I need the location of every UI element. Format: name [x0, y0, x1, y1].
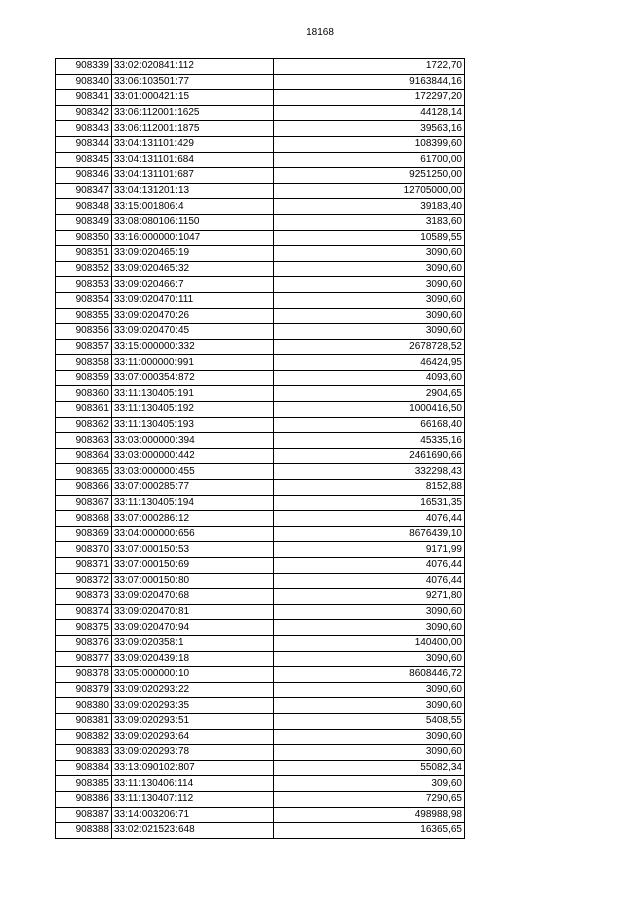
value-cell: 2461690,66: [274, 448, 465, 464]
value-cell: 8608446,72: [274, 667, 465, 683]
table-row: [56, 495, 465, 511]
page-number: 18168: [306, 27, 334, 38]
row-id-cell: 908368: [56, 511, 112, 527]
table-row: [56, 121, 465, 137]
table-row: [56, 402, 465, 418]
table-row: [56, 277, 465, 293]
row-id-cell: 908339: [56, 59, 112, 75]
value-cell: 66168,40: [274, 417, 465, 433]
value-cell: 3090,60: [274, 261, 465, 277]
cadastral-number-cell: 33:07:000150:80: [112, 573, 274, 589]
table-row: [56, 713, 465, 729]
cadastral-number-cell: 33:11:130405:193: [112, 417, 274, 433]
table-row: [56, 745, 465, 761]
table-row: [56, 604, 465, 620]
row-id-cell: 908379: [56, 682, 112, 698]
value-cell: 4093,60: [274, 370, 465, 386]
cadastral-number-cell: 33:09:020293:51: [112, 713, 274, 729]
cadastral-number-cell: 33:04:131201:13: [112, 183, 274, 199]
value-cell: 3090,60: [274, 308, 465, 324]
cadastral-number-cell: 33:13:090102:807: [112, 760, 274, 776]
cadastral-number-cell: 33:06:112001:1625: [112, 105, 274, 121]
row-id-cell: 908340: [56, 74, 112, 90]
row-id-cell: 908377: [56, 651, 112, 667]
table-row: [56, 791, 465, 807]
row-id-cell: 908386: [56, 791, 112, 807]
row-id-cell: 908364: [56, 448, 112, 464]
cadastral-number-cell: 33:04:131101:684: [112, 152, 274, 168]
value-cell: 498988,98: [274, 807, 465, 823]
cadastral-number-cell: 33:09:020293:35: [112, 698, 274, 714]
cadastral-number-cell: 33:11:000000:991: [112, 355, 274, 371]
row-id-cell: 908357: [56, 339, 112, 355]
table-row: [56, 651, 465, 667]
row-id-cell: 908383: [56, 745, 112, 761]
value-cell: 12705000,00: [274, 183, 465, 199]
row-id-cell: 908351: [56, 246, 112, 262]
value-cell: 16531,35: [274, 495, 465, 511]
table-row: [56, 59, 465, 75]
value-cell: 3090,60: [274, 698, 465, 714]
row-id-cell: 908355: [56, 308, 112, 324]
table-row: [56, 776, 465, 792]
value-cell: 108399,60: [274, 136, 465, 152]
records-table: [55, 58, 465, 839]
table-row: [56, 620, 465, 636]
value-cell: 7290,65: [274, 791, 465, 807]
row-id-cell: 908353: [56, 277, 112, 293]
table-row: [56, 729, 465, 745]
cadastral-number-cell: 33:09:020465:32: [112, 261, 274, 277]
cadastral-number-cell: 33:16:000000:1047: [112, 230, 274, 246]
row-id-cell: 908384: [56, 760, 112, 776]
table-row: [56, 355, 465, 371]
table-row: [56, 136, 465, 152]
table-row: [56, 448, 465, 464]
value-cell: 9163844,16: [274, 74, 465, 90]
value-cell: 45335,16: [274, 433, 465, 449]
value-cell: 3090,60: [274, 246, 465, 262]
cadastral-number-cell: 33:09:020470:45: [112, 324, 274, 340]
value-cell: 5408,55: [274, 713, 465, 729]
cadastral-number-cell: 33:07:000285:77: [112, 480, 274, 496]
value-cell: 39183,40: [274, 199, 465, 215]
cadastral-number-cell: 33:09:020470:94: [112, 620, 274, 636]
cadastral-number-cell: 33:15:001806:4: [112, 199, 274, 215]
value-cell: 9251250,00: [274, 168, 465, 184]
value-cell: 4076,44: [274, 511, 465, 527]
value-cell: 8152,88: [274, 480, 465, 496]
value-cell: 3090,60: [274, 620, 465, 636]
value-cell: 3090,60: [274, 651, 465, 667]
table-row: [56, 760, 465, 776]
table-row: [56, 807, 465, 823]
table-row: [56, 558, 465, 574]
row-id-cell: 908372: [56, 573, 112, 589]
cadastral-number-cell: 33:09:020465:19: [112, 246, 274, 262]
cadastral-number-cell: 33:11:130405:192: [112, 402, 274, 418]
table-row: [56, 573, 465, 589]
row-id-cell: 908371: [56, 558, 112, 574]
cadastral-number-cell: 33:01:000421:15: [112, 90, 274, 106]
value-cell: 309,60: [274, 776, 465, 792]
row-id-cell: 908344: [56, 136, 112, 152]
row-id-cell: 908370: [56, 542, 112, 558]
table-row: [56, 292, 465, 308]
table-row: [56, 199, 465, 215]
value-cell: 4076,44: [274, 558, 465, 574]
value-cell: 39563,16: [274, 121, 465, 137]
cadastral-number-cell: 33:05:000000:10: [112, 667, 274, 683]
row-id-cell: 908362: [56, 417, 112, 433]
cadastral-number-cell: 33:11:130405:194: [112, 495, 274, 511]
cadastral-number-cell: 33:07:000150:69: [112, 558, 274, 574]
table-row: [56, 246, 465, 262]
cadastral-number-cell: 33:06:112001:1875: [112, 121, 274, 137]
records-table-body: [56, 59, 465, 839]
row-id-cell: 908342: [56, 105, 112, 121]
cadastral-number-cell: 33:09:020439:18: [112, 651, 274, 667]
row-id-cell: 908341: [56, 90, 112, 106]
table-row: [56, 635, 465, 651]
row-id-cell: 908382: [56, 729, 112, 745]
table-row: [56, 417, 465, 433]
cadastral-number-cell: 33:09:020470:111: [112, 292, 274, 308]
cadastral-number-cell: 33:14:003206:71: [112, 807, 274, 823]
row-id-cell: 908359: [56, 370, 112, 386]
cadastral-number-cell: 33:11:130407:112: [112, 791, 274, 807]
row-id-cell: 908374: [56, 604, 112, 620]
table-row: [56, 370, 465, 386]
cadastral-number-cell: 33:02:020841:112: [112, 59, 274, 75]
cadastral-number-cell: 33:04:000000:656: [112, 526, 274, 542]
cadastral-number-cell: 33:09:020293:78: [112, 745, 274, 761]
cadastral-number-cell: 33:11:130405:191: [112, 386, 274, 402]
table-row: [56, 682, 465, 698]
row-id-cell: 908381: [56, 713, 112, 729]
row-id-cell: 908366: [56, 480, 112, 496]
value-cell: 3090,60: [274, 745, 465, 761]
table-row: [56, 823, 465, 839]
value-cell: 1000416,50: [274, 402, 465, 418]
row-id-cell: 908361: [56, 402, 112, 418]
cadastral-number-cell: 33:09:020470:68: [112, 589, 274, 605]
row-id-cell: 908346: [56, 168, 112, 184]
table-row: [56, 433, 465, 449]
cadastral-number-cell: 33:06:103501:77: [112, 74, 274, 90]
cadastral-number-cell: 33:11:130406:114: [112, 776, 274, 792]
value-cell: 3090,60: [274, 277, 465, 293]
value-cell: 172297,20: [274, 90, 465, 106]
table-row: [56, 152, 465, 168]
cadastral-number-cell: 33:04:131101:429: [112, 136, 274, 152]
cadastral-number-cell: 33:07:000150:53: [112, 542, 274, 558]
row-id-cell: 908363: [56, 433, 112, 449]
table-row: [56, 74, 465, 90]
table-row: [56, 214, 465, 230]
table-row: [56, 698, 465, 714]
cadastral-number-cell: 33:08:080106:1150: [112, 214, 274, 230]
row-id-cell: 908349: [56, 214, 112, 230]
table-row: [56, 105, 465, 121]
value-cell: 3090,60: [274, 682, 465, 698]
row-id-cell: 908348: [56, 199, 112, 215]
table-row: [56, 339, 465, 355]
table-row: [56, 324, 465, 340]
value-cell: 8676439,10: [274, 526, 465, 542]
cadastral-number-cell: 33:09:020293:64: [112, 729, 274, 745]
value-cell: 9271,80: [274, 589, 465, 605]
table-row: [56, 667, 465, 683]
value-cell: 61700,00: [274, 152, 465, 168]
table-row: [56, 542, 465, 558]
row-id-cell: 908375: [56, 620, 112, 636]
cadastral-number-cell: 33:03:000000:394: [112, 433, 274, 449]
row-id-cell: 908345: [56, 152, 112, 168]
row-id-cell: 908367: [56, 495, 112, 511]
value-cell: 16365,65: [274, 823, 465, 839]
cadastral-number-cell: 33:03:000000:442: [112, 448, 274, 464]
row-id-cell: 908347: [56, 183, 112, 199]
row-id-cell: 908385: [56, 776, 112, 792]
row-id-cell: 908365: [56, 464, 112, 480]
value-cell: 3090,60: [274, 292, 465, 308]
row-id-cell: 908350: [56, 230, 112, 246]
value-cell: 3090,60: [274, 324, 465, 340]
table-row: [56, 589, 465, 605]
table-row: [56, 511, 465, 527]
value-cell: 46424,95: [274, 355, 465, 371]
cadastral-number-cell: 33:15:000000:332: [112, 339, 274, 355]
value-cell: 9171,99: [274, 542, 465, 558]
cadastral-number-cell: 33:07:000354:872: [112, 370, 274, 386]
table-row: [56, 480, 465, 496]
cadastral-number-cell: 33:07:000286:12: [112, 511, 274, 527]
value-cell: 3183,60: [274, 214, 465, 230]
cadastral-number-cell: 33:09:020466:7: [112, 277, 274, 293]
row-id-cell: 908387: [56, 807, 112, 823]
table-row: [56, 526, 465, 542]
row-id-cell: 908358: [56, 355, 112, 371]
value-cell: 2678728,52: [274, 339, 465, 355]
cadastral-number-cell: 33:09:020470:81: [112, 604, 274, 620]
row-id-cell: 908352: [56, 261, 112, 277]
value-cell: 10589,55: [274, 230, 465, 246]
row-id-cell: 908388: [56, 823, 112, 839]
table-row: [56, 230, 465, 246]
cadastral-number-cell: 33:09:020358:1: [112, 635, 274, 651]
row-id-cell: 908354: [56, 292, 112, 308]
cadastral-number-cell: 33:02:021523:648: [112, 823, 274, 839]
value-cell: 332298,43: [274, 464, 465, 480]
table-row: [56, 261, 465, 277]
row-id-cell: 908376: [56, 635, 112, 651]
value-cell: 1722,70: [274, 59, 465, 75]
value-cell: 2904,65: [274, 386, 465, 402]
cadastral-number-cell: 33:04:131101:687: [112, 168, 274, 184]
row-id-cell: 908378: [56, 667, 112, 683]
cadastral-number-cell: 33:09:020293:22: [112, 682, 274, 698]
row-id-cell: 908373: [56, 589, 112, 605]
value-cell: 44128,14: [274, 105, 465, 121]
row-id-cell: 908356: [56, 324, 112, 340]
row-id-cell: 908360: [56, 386, 112, 402]
table-row: [56, 183, 465, 199]
value-cell: 55082,34: [274, 760, 465, 776]
value-cell: 3090,60: [274, 729, 465, 745]
row-id-cell: 908343: [56, 121, 112, 137]
cadastral-number-cell: 33:03:000000:455: [112, 464, 274, 480]
value-cell: 4076,44: [274, 573, 465, 589]
cadastral-number-cell: 33:09:020470:26: [112, 308, 274, 324]
table-row: [56, 90, 465, 106]
table-row: [56, 168, 465, 184]
row-id-cell: 908369: [56, 526, 112, 542]
table-row: [56, 308, 465, 324]
value-cell: 3090,60: [274, 604, 465, 620]
value-cell: 140400,00: [274, 635, 465, 651]
row-id-cell: 908380: [56, 698, 112, 714]
table-row: [56, 464, 465, 480]
table-row: [56, 386, 465, 402]
